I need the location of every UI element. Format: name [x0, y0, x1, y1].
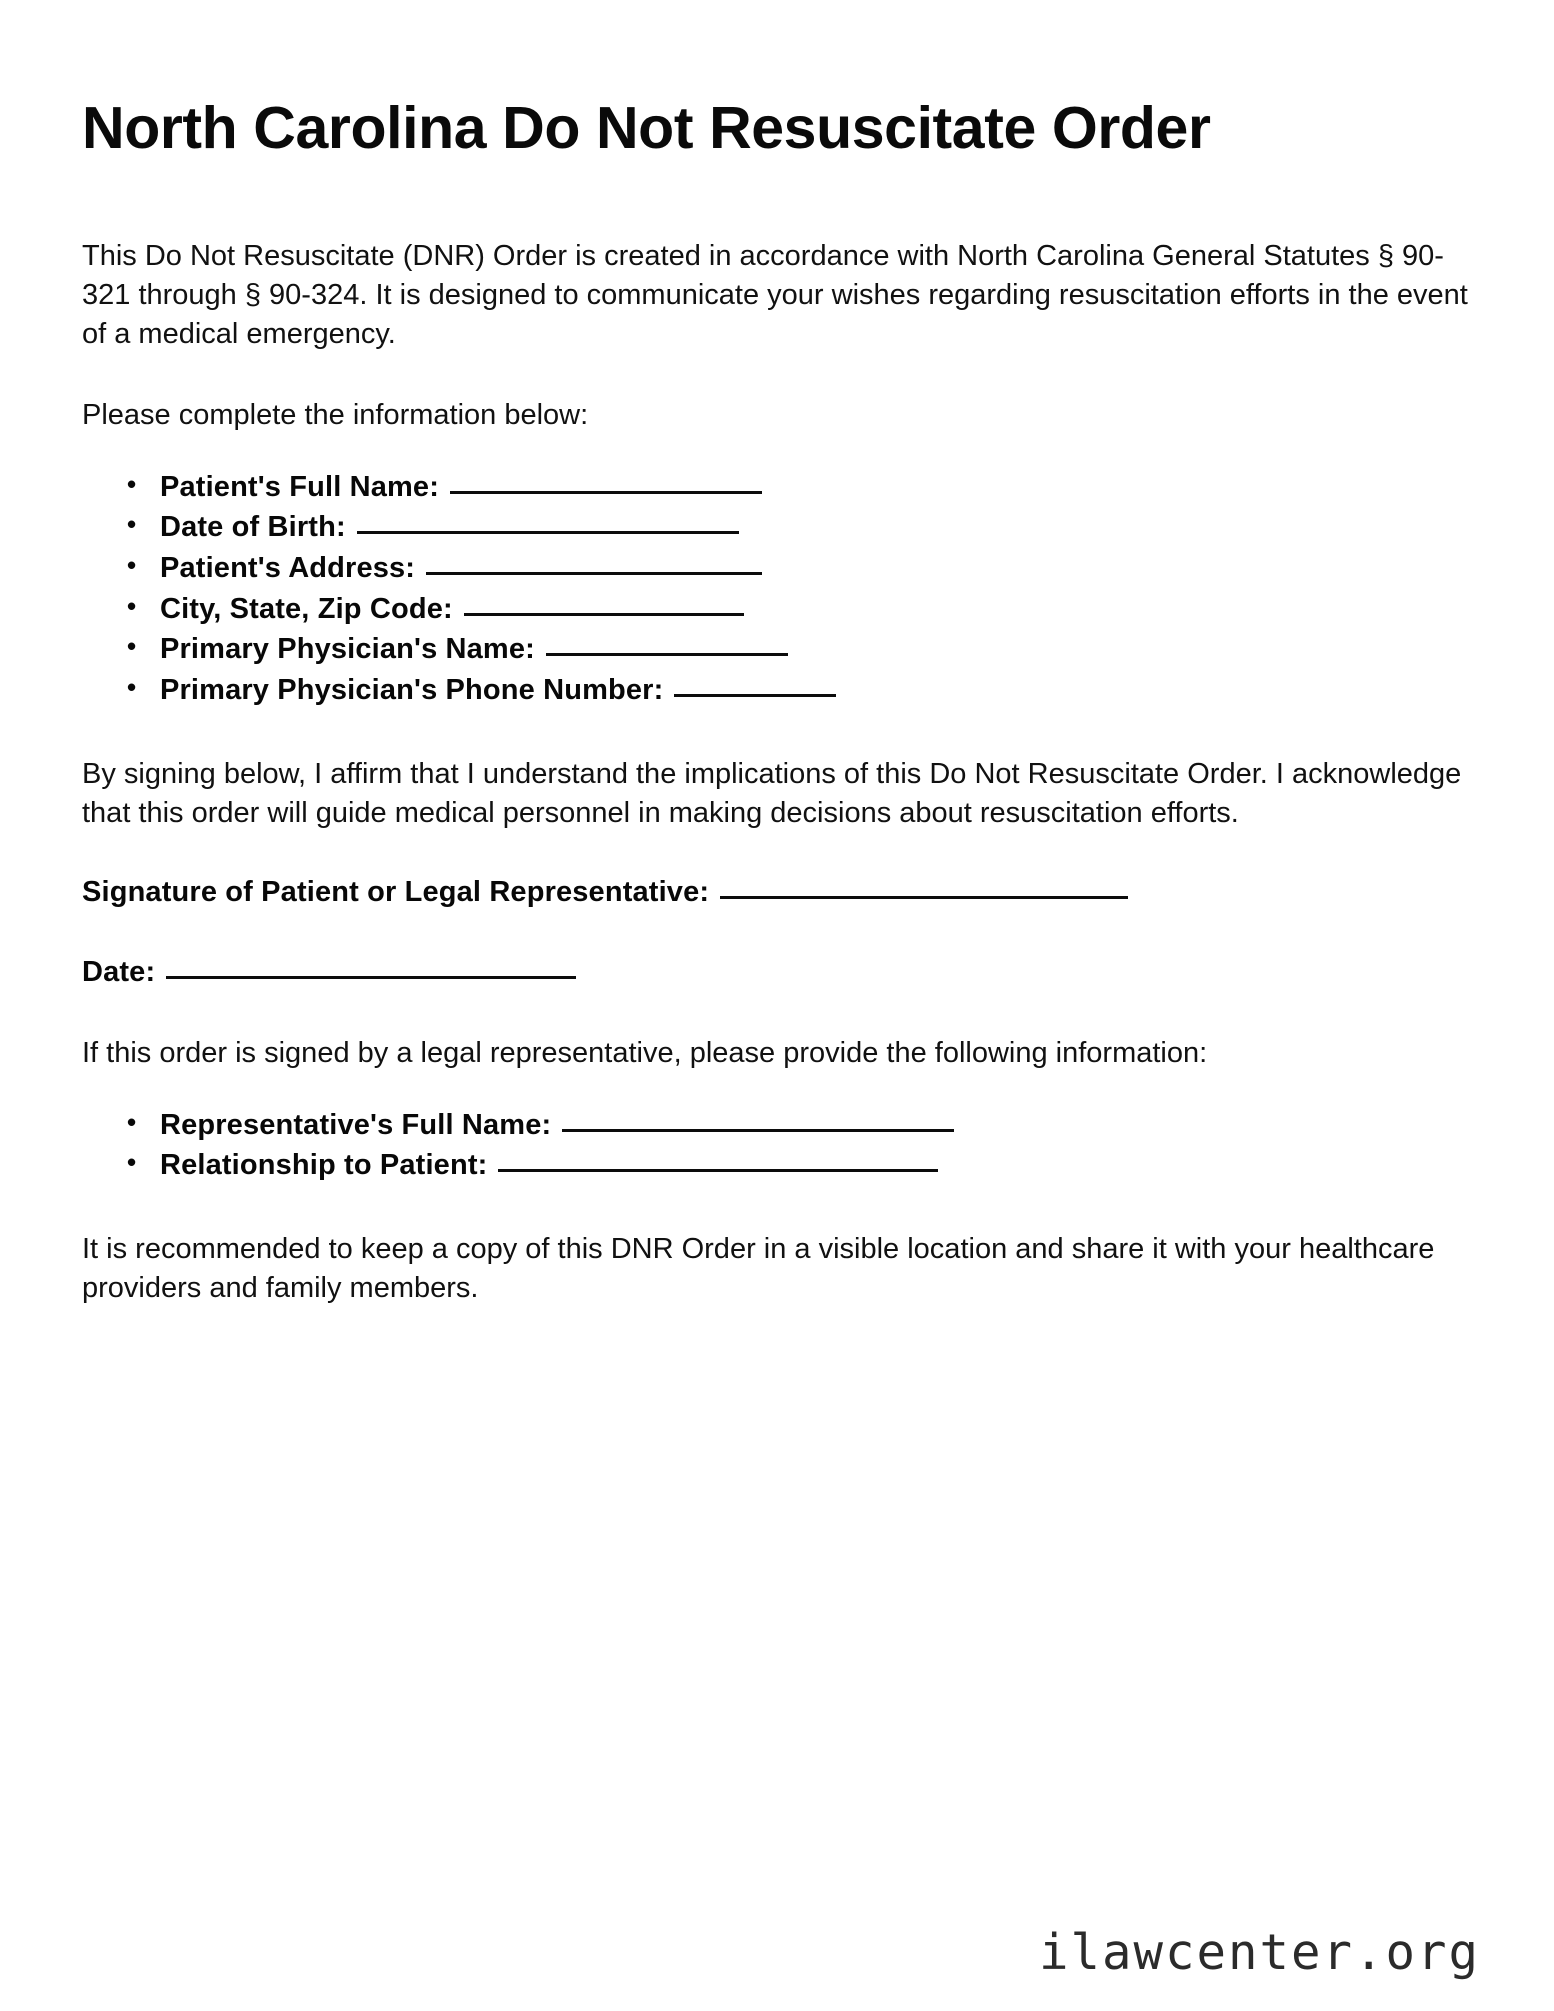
spacer [82, 992, 1442, 1034]
patient-field-blank-line[interactable] [464, 594, 744, 616]
footer-watermark: ilawcenter.org [1038, 1924, 1480, 1981]
patient-field-label: City, State, Zip Code: [160, 592, 453, 625]
representative-information-list [82, 1107, 1442, 1188]
spacer [82, 912, 1442, 954]
spacer [82, 161, 1442, 237]
list-item [160, 1107, 1442, 1148]
representative-field-blank-line[interactable] [498, 1150, 938, 1172]
representative-field-label: Relationship to Patient: [160, 1149, 488, 1182]
patient-field-label: Patient's Full Name: [160, 470, 440, 503]
list-item [160, 672, 1442, 713]
patient-field-blank-line[interactable] [357, 512, 739, 534]
patient-field-label: Date of Birth: [160, 511, 346, 544]
list-item [160, 1147, 1442, 1188]
representative-field-blank-line[interactable] [562, 1110, 954, 1132]
list-item [160, 591, 1442, 632]
date-field-row [82, 954, 1442, 992]
spacer [82, 435, 1442, 469]
page-title: North Carolina Do Not Resuscitate Order [82, 95, 1211, 161]
patient-field-blank-line[interactable] [674, 675, 836, 697]
patient-field-blank-line[interactable] [426, 553, 762, 575]
affirmation-paragraph: By signing below, I affirm that I understand the implications of this Do Not Resuscitate Order. I acknowledge that this order will guide medical personnel in making decisions about resuscitation efforts. [82, 757, 1462, 829]
spacer [82, 1188, 1442, 1230]
signature-label: Signature of Patient or Legal Representative: [82, 876, 710, 909]
list-item [160, 631, 1442, 672]
patient-information-list [82, 469, 1442, 713]
list-item [160, 509, 1442, 550]
patient-field-label: Primary Physician's Name: [160, 633, 535, 666]
representative-field-label: Representative's Full Name: [160, 1108, 552, 1141]
spacer [82, 713, 1442, 755]
intro-paragraph: This Do Not Resuscitate (DNR) Order is created in accordance with North Carolina General Statutes § 90-321 through § 90-324. It is designed to communicate your wishes regarding resuscitation efforts in the event of a medical emergency. [82, 240, 1468, 350]
list-item [160, 550, 1442, 591]
list-item [160, 469, 1442, 510]
signature-field-row [82, 874, 1442, 912]
closing-paragraph: It is recommended to keep a copy of this DNR Order in a visible location and share it with your healthcare providers and family members. [82, 1232, 1435, 1304]
date-blank-line[interactable] [166, 957, 576, 979]
patient-field-label: Patient's Address: [160, 551, 416, 584]
signature-blank-line[interactable] [720, 877, 1128, 899]
patient-field-label: Primary Physician's Phone Number: [160, 673, 664, 706]
representative-intro-paragraph: If this order is signed by a legal representative, please provide the following information: [82, 1036, 1208, 1069]
spacer [82, 354, 1442, 396]
instruction-paragraph: Please complete the information below: [82, 398, 589, 431]
spacer [82, 1073, 1442, 1107]
document-content [82, 95, 1468, 1308]
patient-field-blank-line[interactable] [546, 634, 788, 656]
date-label: Date: [82, 956, 156, 989]
spacer [82, 832, 1442, 874]
patient-field-blank-line[interactable] [450, 472, 762, 494]
